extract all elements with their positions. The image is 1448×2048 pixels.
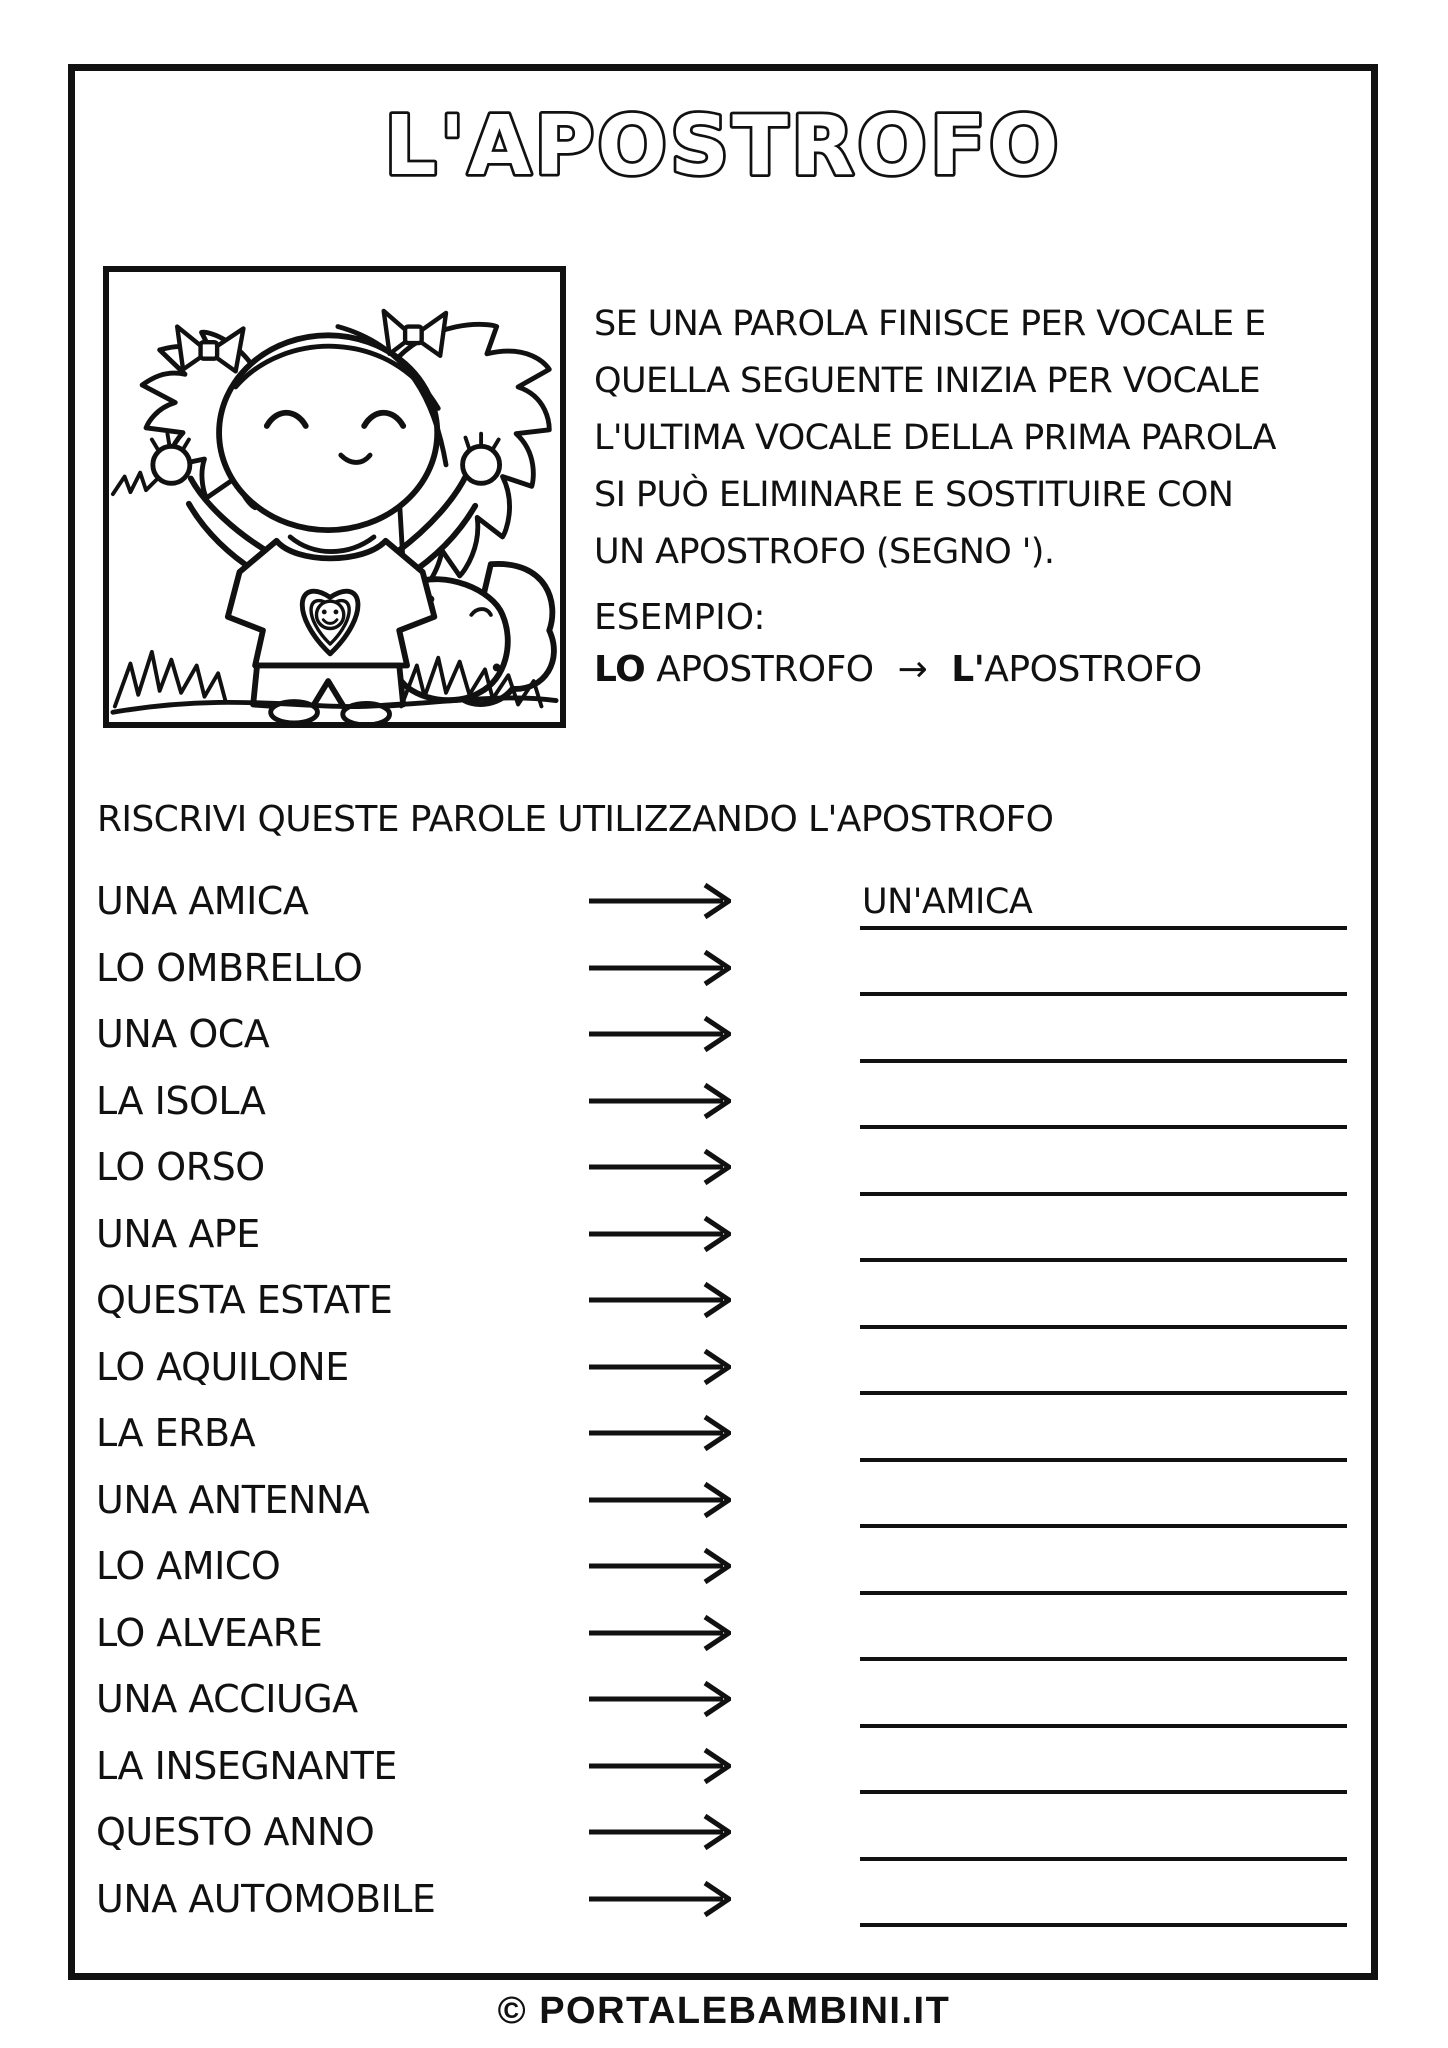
answer-line[interactable] <box>860 1271 1347 1329</box>
explanation-text <box>594 296 1372 581</box>
word-label: UNA APE <box>96 1211 260 1256</box>
row-arrow-icon <box>585 1744 731 1788</box>
exercise-row <box>96 1134 1352 1201</box>
exercise-row <box>96 1400 1352 1467</box>
word-label: LO AMICO <box>96 1544 281 1589</box>
row-arrow-icon <box>585 1544 731 1588</box>
girl-illustration-frame <box>103 266 566 728</box>
row-arrow-icon <box>585 1079 731 1123</box>
row-arrow-icon <box>585 1145 731 1189</box>
example-source-article: LO <box>594 649 646 690</box>
exercise-row <box>96 1001 1352 1068</box>
exercise-row <box>96 1733 1352 1800</box>
exercise-row <box>96 1600 1352 1667</box>
answer-line[interactable] <box>860 1138 1347 1196</box>
answer-text: UN'AMICA <box>862 881 1033 922</box>
answer-line[interactable] <box>860 1869 1347 1927</box>
answer-line[interactable] <box>860 1736 1347 1794</box>
row-arrow-icon <box>585 1278 731 1322</box>
explanation-line: QUELLA SEGUENTE INIZIA PER VOCALE <box>594 361 1261 401</box>
explanation-line: SI PUÒ ELIMINARE E SOSTITUIRE CON <box>594 475 1234 515</box>
word-label: UNA OCA <box>96 1012 270 1057</box>
answer-line[interactable] <box>860 938 1347 996</box>
example-source-word: APOSTROFO <box>645 649 874 690</box>
answer-line[interactable] <box>860 1337 1347 1395</box>
word-label: UNA ANTENNA <box>96 1477 370 1522</box>
explanation-line: L'ULTIMA VOCALE DELLA PRIMA PAROLA <box>594 418 1276 458</box>
row-arrow-icon <box>585 1212 731 1256</box>
answer-line[interactable] <box>860 1204 1347 1262</box>
example-result-elision: L' <box>951 649 985 690</box>
exercise-row <box>96 1866 1352 1933</box>
word-label: LO AQUILONE <box>96 1344 349 1389</box>
row-arrow-icon <box>585 1677 731 1721</box>
word-label: LA ISOLA <box>96 1078 266 1123</box>
word-label: LO OMBRELLO <box>96 945 363 990</box>
exercise-row <box>96 1267 1352 1334</box>
example-result-word: APOSTROFO <box>984 649 1202 690</box>
exercise-list <box>96 868 1352 1932</box>
instruction-text: RISCRIVI QUESTE PAROLE UTILIZZANDO L'APOSTROFO <box>97 799 1054 840</box>
jumping-girl-illustration <box>109 272 560 722</box>
row-arrow-icon <box>585 1411 731 1455</box>
exercise-row <box>96 1467 1352 1534</box>
exercise-row <box>96 1533 1352 1600</box>
word-label: UNA AMICA <box>96 879 309 924</box>
row-arrow-icon <box>585 1478 731 1522</box>
word-label: QUESTO ANNO <box>96 1810 375 1855</box>
example-arrow-icon: → <box>897 649 928 690</box>
exercise-row <box>96 935 1352 1002</box>
exercise-row <box>96 1799 1352 1866</box>
exercise-row <box>96 1068 1352 1135</box>
answer-line[interactable] <box>860 872 1347 930</box>
exercise-row <box>96 1334 1352 1401</box>
grass-squiggle <box>113 473 158 494</box>
row-arrow-icon <box>585 1877 731 1921</box>
word-label: UNA ACCIUGA <box>96 1677 358 1722</box>
word-label: UNA AUTOMOBILE <box>96 1876 436 1921</box>
row-arrow-icon <box>585 1012 731 1056</box>
word-label: LO ALVEARE <box>96 1610 323 1655</box>
row-arrow-icon <box>585 879 731 923</box>
answer-line[interactable] <box>860 1537 1347 1595</box>
grass-left <box>115 652 226 707</box>
collar <box>290 537 374 552</box>
word-label: LO ORSO <box>96 1145 265 1190</box>
example-line <box>594 649 1202 690</box>
footer-credit: © PORTALEBAMBINI.IT <box>497 1990 951 2032</box>
word-label: QUESTA ESTATE <box>96 1278 393 1323</box>
exercise-row <box>96 868 1352 935</box>
page-title <box>68 56 1378 206</box>
row-arrow-icon <box>585 946 731 990</box>
explanation-line: SE UNA PAROLA FINISCE PER VOCALE E <box>594 304 1266 344</box>
exercise-row <box>96 1666 1352 1733</box>
right-hand <box>463 446 500 483</box>
answer-line[interactable] <box>860 1470 1347 1528</box>
answer-line[interactable] <box>860 1670 1347 1728</box>
answer-line[interactable] <box>860 1404 1347 1462</box>
answer-line[interactable] <box>860 1803 1347 1861</box>
page-title-text: L'APOSTROFO <box>384 99 1062 194</box>
answer-line[interactable] <box>860 1005 1347 1063</box>
answer-line[interactable] <box>860 1071 1347 1129</box>
explanation-line: UN APOSTROFO (SEGNO '). <box>594 532 1055 572</box>
word-label: LA ERBA <box>96 1411 256 1456</box>
row-arrow-icon <box>585 1810 731 1854</box>
row-arrow-icon <box>585 1345 731 1389</box>
answer-line[interactable] <box>860 1603 1347 1661</box>
example-label: ESEMPIO: <box>594 597 766 638</box>
word-label: LA INSEGNANTE <box>96 1743 397 1788</box>
exercise-row <box>96 1201 1352 1268</box>
row-arrow-icon <box>585 1611 731 1655</box>
